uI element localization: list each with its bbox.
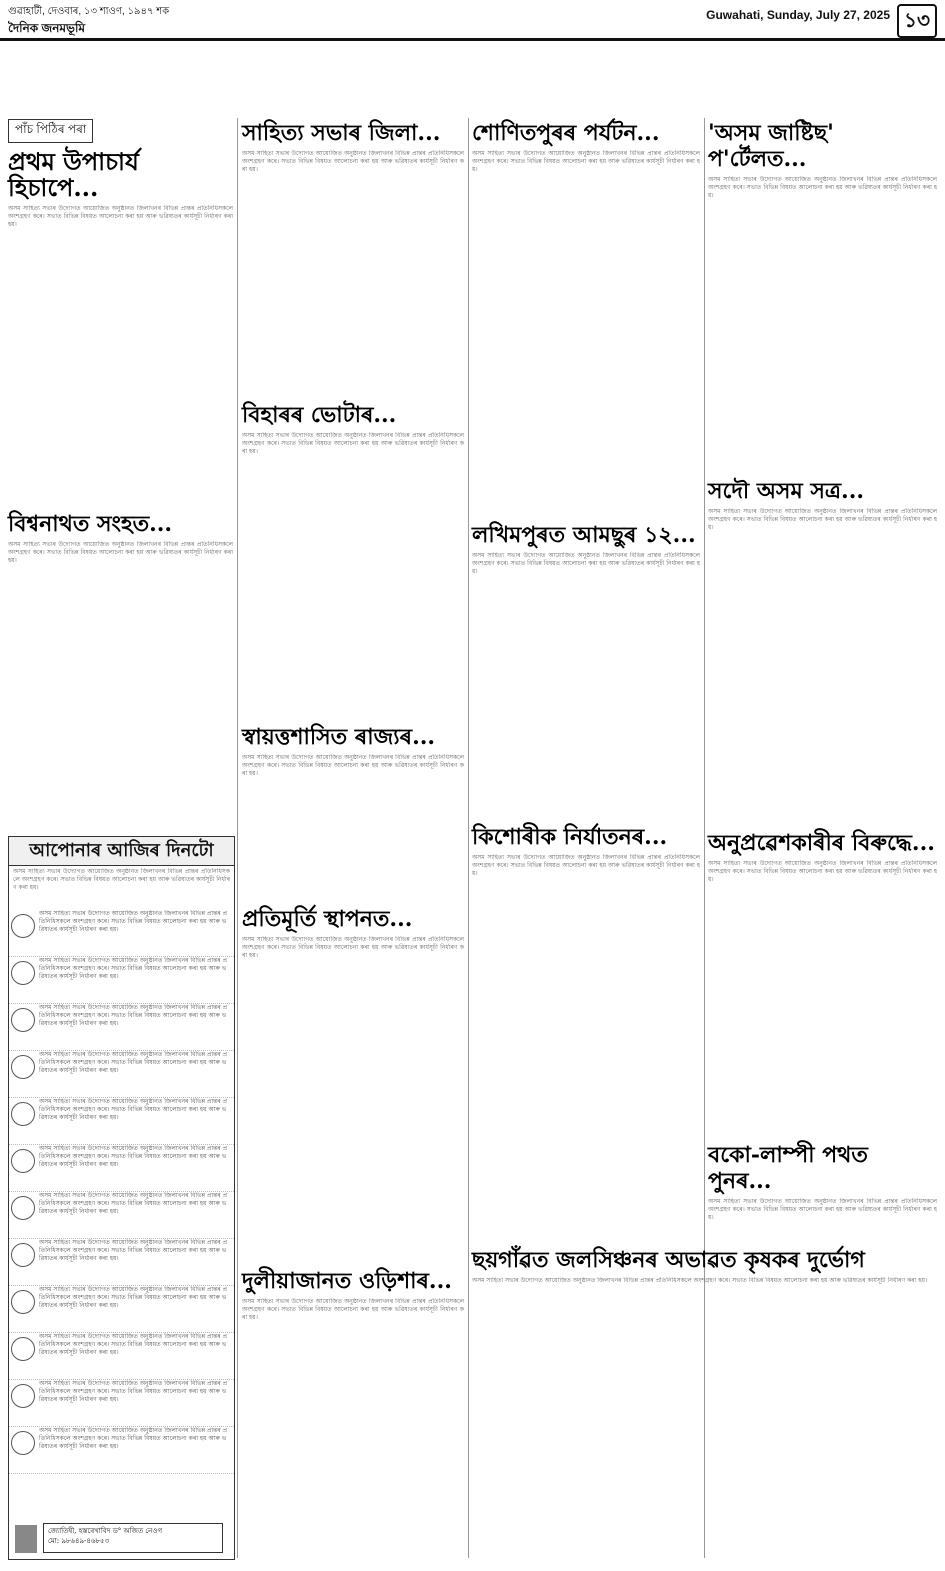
horoscope-row <box>9 1380 234 1427</box>
zodiac-icon <box>11 1008 35 1032</box>
horoscope-text: অসম সাহিত্য সভাৰ উদ্যোগত আয়োজিত অনুষ্ঠানত জিলাখনৰ বিভিন্ন প্ৰান্তৰ প্ৰতিনিধিসকলে অংশগ্ৰহণ কৰে। সভাত বিভিন্ন বিষয়ত আলোচনা কৰা হয় আৰু ভৱিষ্যতৰ কাৰ্যসূচী নিৰ্ধাৰণ কৰা হয়। <box>39 1380 228 1403</box>
headline-sadou-asom-satra: সদৌ অসম সত্ৰ... <box>708 478 865 504</box>
article-text: অসম সাহিত্য সভাৰ উদ্যোগত আয়োজিত অনুষ্ঠানত জিলাখনৰ বিভিন্ন প্ৰান্তৰ প্ৰতিনিধিসকলে অংশগ্ৰহণ কৰে। সভাত বিভিন্ন বিষয়ত আলোচনা কৰা হয় আৰু ভৱিষ্যতৰ কাৰ্যসূচী নিৰ্ধাৰণ কৰা হয়। <box>472 552 700 575</box>
horoscope-text: অসম সাহিত্য সভাৰ উদ্যোগত আয়োজিত অনুষ্ঠানত জিলাখনৰ বিভিন্ন প্ৰান্তৰ প্ৰতিনিধিসকলে অংশগ্ৰহণ কৰে। সভাত বিভিন্ন বিষয়ত আলোচনা কৰা হয় আৰু ভৱিষ্যতৰ কাৰ্যসূচী নিৰ্ধাৰণ কৰা হয়। <box>39 910 228 933</box>
horoscope-row <box>9 1333 234 1380</box>
headline-sahitya-sabha: সাহিত্য সভাৰ জিলা... <box>242 120 441 146</box>
article-text: অসম সাহিত্য সভাৰ উদ্যোগত আয়োজিত অনুষ্ঠানত জিলাখনৰ বিভিন্ন প্ৰান্তৰ প্ৰতিনিধিসকলে অংশগ্ৰহণ কৰে। সভাত বিভিন্ন বিষয়ত আলোচনা কৰা হয় আৰু ভৱিষ্যতৰ কাৰ্যসূচী নিৰ্ধাৰণ কৰা হয়। <box>242 754 464 777</box>
zodiac-icon <box>11 1149 35 1173</box>
horoscope-text: অসম সাহিত্য সভাৰ উদ্যোগত আয়োজিত অনুষ্ঠানত জিলাখনৰ বিভিন্ন প্ৰান্তৰ প্ৰতিনিধিসকলে অংশগ্ৰহণ কৰে। সভাত বিভিন্ন বিষয়ত আলোচনা কৰা হয় আৰু ভৱিষ্যতৰ কাৰ্যসূচী নিৰ্ধাৰণ কৰা হয়। <box>39 1004 228 1027</box>
article-text: অসম সাহিত্য সভাৰ উদ্যোগত আয়োজিত অনুষ্ঠানত জিলাখনৰ বিভিন্ন প্ৰান্তৰ প্ৰতিনিধিসকলে অংশগ্ৰহণ কৰে। সভাত বিভিন্ন বিষয়ত আলোচনা কৰা হয় আৰু ভৱিষ্যতৰ কাৰ্যসূচী নিৰ্ধাৰণ কৰা হয়। <box>708 508 937 531</box>
zodiac-icon <box>11 1196 35 1220</box>
horoscope-text: অসম সাহিত্য সভাৰ উদ্যোগত আয়োজিত অনুষ্ঠানত জিলাখনৰ বিভিন্ন প্ৰান্তৰ প্ৰতিনিধিসকলে অংশগ্ৰহণ কৰে। সভাত বিভিন্ন বিষয়ত আলোচনা কৰা হয় আৰু ভৱিষ্যতৰ কাৰ্যসূচী নিৰ্ধাৰণ কৰা হয়। <box>39 1239 228 1262</box>
column-2 <box>242 118 464 1338</box>
headline-bihar-voter: বিহাৰৰ ভোটাৰ... <box>242 402 397 428</box>
horoscope-title: আপোনাৰ আজিৰ দিনটো <box>9 837 234 866</box>
headline-first-vc: প্ৰথম উপাচাৰ্য হিচাপে... <box>8 147 139 202</box>
headline-sonitpur-tourism: শোণিতপুৰৰ পৰ্যটন... <box>472 120 660 146</box>
headline-duliajan: দুলীয়াজানত ওড়িশাৰ... <box>242 1268 452 1294</box>
zodiac-icon <box>11 914 35 938</box>
masthead <box>0 0 945 38</box>
article-text: অসম সাহিত্য সভাৰ উদ্যোগত আয়োজিত অনুষ্ঠানত জিলাখনৰ বিভিন্ন প্ৰান্তৰ প্ৰতিনিধিসকলে অংশগ্ৰহণ কৰে। সভাত বিভিন্ন বিষয়ত আলোচনা কৰা হয় আৰু ভৱিষ্যতৰ কাৰ্যসূচী নিৰ্ধাৰণ কৰা হয়। <box>708 1198 937 1221</box>
horoscope-text: অসম সাহিত্য সভাৰ উদ্যোগত আয়োজিত অনুষ্ঠানত জিলাখনৰ বিভিন্ন প্ৰান্তৰ প্ৰতিনিধিসকলে অংশগ্ৰহণ কৰে। সভাত বিভিন্ন বিষয়ত আলোচনা কৰা হয় আৰু ভৱিষ্যতৰ কাৰ্যসূচী নিৰ্ধাৰণ কৰা হয়। <box>39 1051 228 1074</box>
horoscope-row <box>9 1239 234 1286</box>
author-photo <box>15 1525 37 1553</box>
horoscope-row <box>9 1004 234 1051</box>
zodiac-icon <box>11 1243 35 1267</box>
horoscope-text: অসম সাহিত্য সভাৰ উদ্যোগত আয়োজিত অনুষ্ঠানত জিলাখনৰ বিভিন্ন প্ৰান্তৰ প্ৰতিনিধিসকলে অংশগ্ৰহণ কৰে। সভাত বিভিন্ন বিষয়ত আলোচনা কৰা হয় আৰু ভৱিষ্যতৰ কাৰ্যসূচী নিৰ্ধাৰণ কৰা হয়। <box>39 1192 228 1215</box>
bottom-wide-article <box>472 1245 937 1547</box>
column-divider <box>237 118 238 1558</box>
zodiac-icon <box>11 1384 35 1408</box>
author-phone: মো: ৯৮৬৪৯-৪৬৮৫৩ <box>48 1537 110 1545</box>
headline-infiltrators: অনুপ্ৰৱেশকাৰীৰ বিৰুদ্ধে... <box>708 830 935 856</box>
horoscope-row <box>9 1051 234 1098</box>
zodiac-icon <box>11 1431 35 1455</box>
headline-autonomous-state: স্বায়ত্তশাসিত ৰাজ্যৰ... <box>242 724 436 750</box>
headline-assam-justice: 'অসম জাষ্টিছ' প'ৰ্টেলত... <box>708 120 834 172</box>
author-name: জ্যোতিষী, হস্তৰেখাবিদ ড° অজিত নেওগ <box>48 1527 163 1535</box>
article-text: অসম সাহিত্য সভাৰ উদ্যোগত আয়োজিত অনুষ্ঠানত জিলাখনৰ বিভিন্ন প্ৰান্তৰ প্ৰতিনিধিসকলে অংশগ্ৰহণ কৰে। সভাত বিভিন্ন বিষয়ত আলোচনা কৰা হয় আৰু ভৱিষ্যতৰ কাৰ্যসূচী নিৰ্ধাৰণ কৰা হয়। <box>472 150 700 173</box>
date-assamese: গুৱাহাটী, দেওবাৰ, ১৩ শাওণ, ১৯৪৭ শক <box>8 6 170 17</box>
horoscope-text: অসম সাহিত্য সভাৰ উদ্যোগত আয়োজিত অনুষ্ঠানত জিলাখনৰ বিভিন্ন প্ৰান্তৰ প্ৰতিনিধিসকলে অংশগ্ৰহণ কৰে। সভাত বিভিন্ন বিষয়ত আলোচনা কৰা হয় আৰু ভৱিষ্যতৰ কাৰ্যসূচী নিৰ্ধাৰণ কৰা হয়। <box>39 1098 228 1121</box>
author-credit <box>43 1523 223 1553</box>
article-text: অসম সাহিত্য সভাৰ উদ্যোগত আয়োজিত অনুষ্ঠানত জিলাখনৰ বিভিন্ন প্ৰান্তৰ প্ৰতিনিধিসকলে অংশগ্ৰহণ কৰে। সভাত বিভিন্ন বিষয়ত আলোচনা কৰা হয় আৰু ভৱিষ্যতৰ কাৰ্যসূচী নিৰ্ধাৰণ কৰা হয়। <box>708 860 937 883</box>
column-divider <box>468 118 469 1558</box>
headline-statue: প্ৰতিমূৰ্তি স্থাপনত... <box>242 906 413 932</box>
article-text: অসম সাহিত্য সভাৰ উদ্যোগত আয়োজিত অনুষ্ঠানত জিলাখনৰ বিভিন্ন প্ৰান্তৰ প্ৰতিনিধিসকলে অংশগ্ৰহণ কৰে। সভাত বিভিন্ন বিষয়ত আলোচনা কৰা হয় আৰু ভৱিষ্যতৰ কাৰ্যসূচী নিৰ্ধাৰণ কৰা হয়। <box>472 1277 928 1284</box>
article-text: অসম সাহিত্য সভাৰ উদ্যোগত আয়োজিত অনুষ্ঠানত জিলাখনৰ বিভিন্ন প্ৰান্তৰ প্ৰতিনিধিসকলে অংশগ্ৰহণ কৰে। সভাত বিভিন্ন বিষয়ত আলোচনা কৰা হয় আৰু ভৱিষ্যতৰ কাৰ্যসূচী নিৰ্ধাৰণ কৰা হয়। <box>472 854 700 877</box>
horoscope-text: অসম সাহিত্য সভাৰ উদ্যোগত আয়োজিত অনুষ্ঠানত জিলাখনৰ বিভিন্ন প্ৰান্তৰ প্ৰতিনিধিসকলে অংশগ্ৰহণ কৰে। সভাত বিভিন্ন বিষয়ত আলোচনা কৰা হয় আৰু ভৱিষ্যতৰ কাৰ্যসূচী নিৰ্ধাৰণ কৰা হয়। <box>39 1286 228 1309</box>
continued-kicker: পাঁচ পিঠিৰ পৰা <box>8 119 93 143</box>
horoscope-box <box>8 836 235 1560</box>
horoscope-row <box>9 1286 234 1333</box>
horoscope-intro: অসম সাহিত্য সভাৰ উদ্যোগত আয়োজিত অনুষ্ঠানত জিলাখনৰ বিভিন্ন প্ৰান্তৰ প্ৰতিনিধিসকলে অংশগ্ৰহণ কৰে। সভাত বিভিন্ন বিষয়ত আলোচনা কৰা হয় আৰু ভৱিষ্যতৰ কাৰ্যসূচী নিৰ্ধাৰণ কৰা হয়। <box>13 868 230 891</box>
page-number: ১৩ <box>897 4 937 38</box>
column-3 <box>472 118 700 1174</box>
zodiac-icon <box>11 1102 35 1126</box>
column-4 <box>708 118 937 1238</box>
horoscope-row <box>9 1098 234 1145</box>
article-text: অসম সাহিত্য সভাৰ উদ্যোগত আয়োজিত অনুষ্ঠানত জিলাখনৰ বিভিন্ন প্ৰান্তৰ প্ৰতিনিধিসকলে অংশগ্ৰহণ কৰে। সভাত বিভিন্ন বিষয়ত আলোচনা কৰা হয় আৰু ভৱিষ্যতৰ কাৰ্যসূচী নিৰ্ধাৰণ কৰা হয়। <box>242 1298 464 1321</box>
zodiac-icon <box>11 961 35 985</box>
horoscope-row <box>9 1427 234 1474</box>
article-text: অসম সাহিত্য সভাৰ উদ্যোগত আয়োজিত অনুষ্ঠানত জিলাখনৰ বিভিন্ন প্ৰান্তৰ প্ৰতিনিধিসকলে অংশগ্ৰহণ কৰে। সভাত বিভিন্ন বিষয়ত আলোচনা কৰা হয় আৰু ভৱিষ্যতৰ কাৰ্যসূচী নিৰ্ধাৰণ কৰা হয়। <box>242 936 464 959</box>
zodiac-icon <box>11 1055 35 1079</box>
article-text: অসম সাহিত্য সভাৰ উদ্যোগত আয়োজিত অনুষ্ঠানত জিলাখনৰ বিভিন্ন প্ৰান্তৰ প্ৰতিনিধিসকলে অংশগ্ৰহণ কৰে। সভাত বিভিন্ন বিষয়ত আলোচনা কৰা হয় আৰু ভৱিষ্যতৰ কাৰ্যসূচী নিৰ্ধাৰণ কৰা হয়। <box>708 176 937 199</box>
horoscope-row <box>9 910 234 957</box>
zodiac-icon <box>11 1337 35 1361</box>
zodiac-icon <box>11 1290 35 1314</box>
horoscope-row <box>9 1145 234 1192</box>
article-text: অসম সাহিত্য সভাৰ উদ্যোগত আয়োজিত অনুষ্ঠানত জিলাখনৰ বিভিন্ন প্ৰান্তৰ প্ৰতিনিধিসকলে অংশগ্ৰহণ কৰে। সভাত বিভিন্ন বিষয়ত আলোচনা কৰা হয় আৰু ভৱিষ্যতৰ কাৰ্যসূচী নিৰ্ধাৰণ কৰা হয়। <box>8 541 233 564</box>
headline-lakhimpur: লখিমপুৰত আমছুৰ ১২... <box>472 522 696 548</box>
date-english: Guwahati, Sunday, July 27, 2025 <box>706 8 890 22</box>
horoscope-row <box>9 957 234 1004</box>
horoscope-row <box>9 1192 234 1239</box>
headline-biswanath: বিশ্বনাথত সংহত... <box>8 511 173 537</box>
article-text: অসম সাহিত্য সভাৰ উদ্যোগত আয়োজিত অনুষ্ঠানত জিলাখনৰ বিভিন্ন প্ৰান্তৰ প্ৰতিনিধিসকলে অংশগ্ৰহণ কৰে। সভাত বিভিন্ন বিষয়ত আলোচনা কৰা হয় আৰু ভৱিষ্যতৰ কাৰ্যসূচী নিৰ্ধাৰণ কৰা হয়। <box>242 432 464 455</box>
column-1 <box>8 118 233 761</box>
masthead-rule <box>0 38 945 41</box>
headline-irrigation: ছয়গাঁৱত জলসিঞ্চনৰ অভাৱত কৃষকৰ দুৰ্ভোগ <box>472 1247 865 1273</box>
horoscope-text: অসম সাহিত্য সভাৰ উদ্যোগত আয়োজিত অনুষ্ঠানত জিলাখনৰ বিভিন্ন প্ৰান্তৰ প্ৰতিনিধিসকলে অংশগ্ৰহণ কৰে। সভাত বিভিন্ন বিষয়ত আলোচনা কৰা হয় আৰু ভৱিষ্যতৰ কাৰ্যসূচী নিৰ্ধাৰণ কৰা হয়। <box>39 1145 228 1168</box>
paper-name: দৈনিক জনমভূমি <box>8 21 86 35</box>
headline-boko-lampi: বকো-লাম্পী পথত পুনৰ... <box>708 1142 868 1194</box>
horoscope-text: অসম সাহিত্য সভাৰ উদ্যোগত আয়োজিত অনুষ্ঠানত জিলাখনৰ বিভিন্ন প্ৰান্তৰ প্ৰতিনিধিসকলে অংশগ্ৰহণ কৰে। সভাত বিভিন্ন বিষয়ত আলোচনা কৰা হয় আৰু ভৱিষ্যতৰ কাৰ্যসূচী নিৰ্ধাৰণ কৰা হয়। <box>39 1427 228 1450</box>
article-text: অসম সাহিত্য সভাৰ উদ্যোগত আয়োজিত অনুষ্ঠানত জিলাখনৰ বিভিন্ন প্ৰান্তৰ প্ৰতিনিধিসকলে অংশগ্ৰহণ কৰে। সভাত বিভিন্ন বিষয়ত আলোচনা কৰা হয় আৰু ভৱিষ্যতৰ কাৰ্যসূচী নিৰ্ধাৰণ কৰা হয়। <box>242 150 464 173</box>
article-text: অসম সাহিত্য সভাৰ উদ্যোগত আয়োজিত অনুষ্ঠানত জিলাখনৰ বিভিন্ন প্ৰান্তৰ প্ৰতিনিধিসকলে অংশগ্ৰহণ কৰে। সভাত বিভিন্ন বিষয়ত আলোচনা কৰা হয় আৰু ভৱিষ্যতৰ কাৰ্যসূচী নিৰ্ধাৰণ কৰা হয়। <box>8 205 233 228</box>
horoscope-text: অসম সাহিত্য সভাৰ উদ্যোগত আয়োজিত অনুষ্ঠানত জিলাখনৰ বিভিন্ন প্ৰান্তৰ প্ৰতিনিধিসকলে অংশগ্ৰহণ কৰে। সভাত বিভিন্ন বিষয়ত আলোচনা কৰা হয় আৰু ভৱিষ্যতৰ কাৰ্যসূচী নিৰ্ধাৰণ কৰা হয়। <box>39 1333 228 1356</box>
horoscope-text: অসম সাহিত্য সভাৰ উদ্যোগত আয়োজিত অনুষ্ঠানত জিলাখনৰ বিভিন্ন প্ৰান্তৰ প্ৰতিনিধিসকলে অংশগ্ৰহণ কৰে। সভাত বিভিন্ন বিষয়ত আলোচনা কৰা হয় আৰু ভৱিষ্যতৰ কাৰ্যসূচী নিৰ্ধাৰণ কৰা হয়। <box>39 957 228 980</box>
headline-kishori: কিশোৰীক নিৰ্যাতনৰ... <box>472 824 668 850</box>
